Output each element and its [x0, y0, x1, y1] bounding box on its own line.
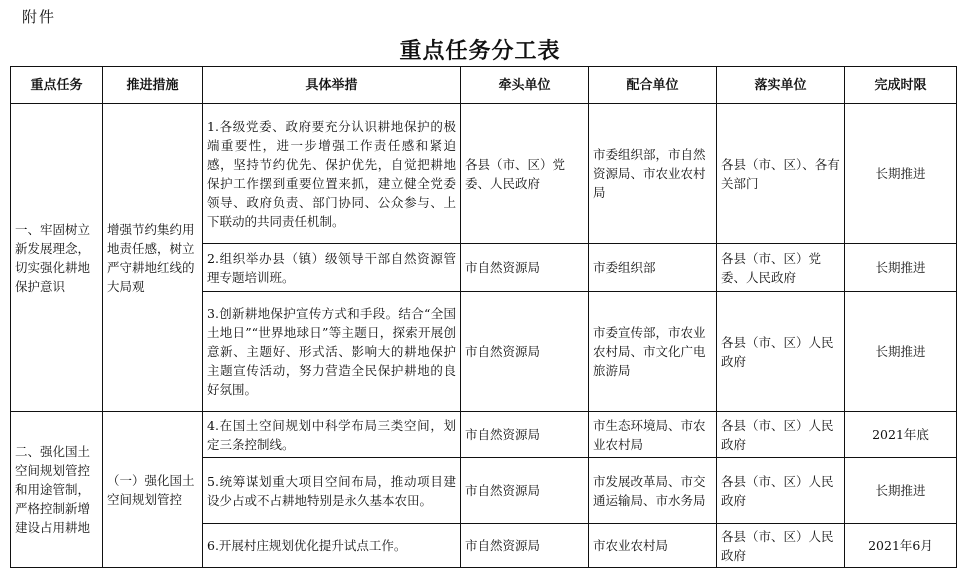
lead-unit-cell: 市自然资源局 [461, 292, 589, 412]
deadline-cell: 长期推进 [845, 104, 957, 244]
lead-unit-cell: 市自然资源局 [461, 412, 589, 458]
impl-unit-cell: 各县（市、区）人民政府 [717, 458, 845, 524]
impl-unit-cell: 各县（市、区）人民政府 [717, 292, 845, 412]
coop-unit-cell: 市委宣传部，市农业农村局、市文化广电旅游局 [589, 292, 717, 412]
attachment-label: 附件 [22, 8, 57, 26]
detail-cell: 2.组织举办县（镇）级领导干部自然资源管理专题培训班。 [203, 244, 461, 292]
measure-cell: （一）强化国土空间规划管控 [103, 412, 203, 568]
impl-unit-cell: 各县（市、区）人民政府 [717, 412, 845, 458]
deadline-cell: 长期推进 [845, 292, 957, 412]
deadline-cell: 长期推进 [845, 244, 957, 292]
detail-cell: 5.统筹谋划重大项目空间布局，推动项目建设少占或不占耕地特别是永久基本农田。 [203, 458, 461, 524]
key-task-cell: 二、强化国土空间规划管控和用途管制，严格控制新增建设占用耕地 [11, 412, 103, 568]
detail-cell: 6.开展村庄规划优化提升试点工作。 [203, 524, 461, 568]
lead-unit-cell: 市自然资源局 [461, 524, 589, 568]
table-row [11, 104, 957, 244]
detail-cell: 1.各级党委、政府要充分认识耕地保护的极端重要性，进一步增强工作责任感和紧迫感，坚持节约优先、保护优先，自觉把耕地保护工作摆到重要位置来抓，建立健全党委领导、政府负责、部门协同、公众参与、上下联动的共同责任机制。 [203, 104, 461, 244]
header-impl-unit: 落实单位 [717, 67, 845, 104]
impl-unit-cell: 各县（市、区）人民政府 [717, 524, 845, 568]
coop-unit-cell: 市发展改革局、市交通运输局、市水务局 [589, 458, 717, 524]
task-division-table [10, 66, 957, 568]
coop-unit-cell: 市委组织部，市自然资源局、市农业农村局 [589, 104, 717, 244]
table-row [11, 412, 957, 458]
detail-cell: 4.在国土空间规划中科学布局三类空间，划定三条控制线。 [203, 412, 461, 458]
impl-unit-cell: 各县（市、区）、各有关部门 [717, 104, 845, 244]
header-lead-unit: 牵头单位 [461, 67, 589, 104]
coop-unit-cell: 市生态环境局、市农业农村局 [589, 412, 717, 458]
header-detail: 具体举措 [203, 67, 461, 104]
table-header-row [11, 67, 957, 104]
detail-cell: 3.创新耕地保护宣传方式和手段。结合“全国土地日”“世界地球日”等主题日，探索开展创意新、主题好、形式活、影响大的耕地保护主题宣传活动，努力营造全民保护耕地的良好氛围。 [203, 292, 461, 412]
header-key-task: 重点任务 [11, 67, 103, 104]
lead-unit-cell: 市自然资源局 [461, 244, 589, 292]
impl-unit-cell: 各县（市、区）党委、人民政府 [717, 244, 845, 292]
header-measure: 推进措施 [103, 67, 203, 104]
header-deadline: 完成时限 [845, 67, 957, 104]
deadline-cell: 2021年6月 [845, 524, 957, 568]
lead-unit-cell: 市自然资源局 [461, 458, 589, 524]
measure-cell: 增强节约集约用地责任感，树立严守耕地红线的大局观 [103, 104, 203, 412]
coop-unit-cell: 市农业农村局 [589, 524, 717, 568]
deadline-cell: 2021年底 [845, 412, 957, 458]
key-task-cell: 一、牢固树立新发展理念，切实强化耕地保护意识 [11, 104, 103, 412]
deadline-cell: 长期推进 [845, 458, 957, 524]
header-coop-unit: 配合单位 [589, 67, 717, 104]
document-title: 重点任务分工表 [399, 39, 561, 64]
coop-unit-cell: 市委组织部 [589, 244, 717, 292]
lead-unit-cell: 各县（市、区）党委、人民政府 [461, 104, 589, 244]
